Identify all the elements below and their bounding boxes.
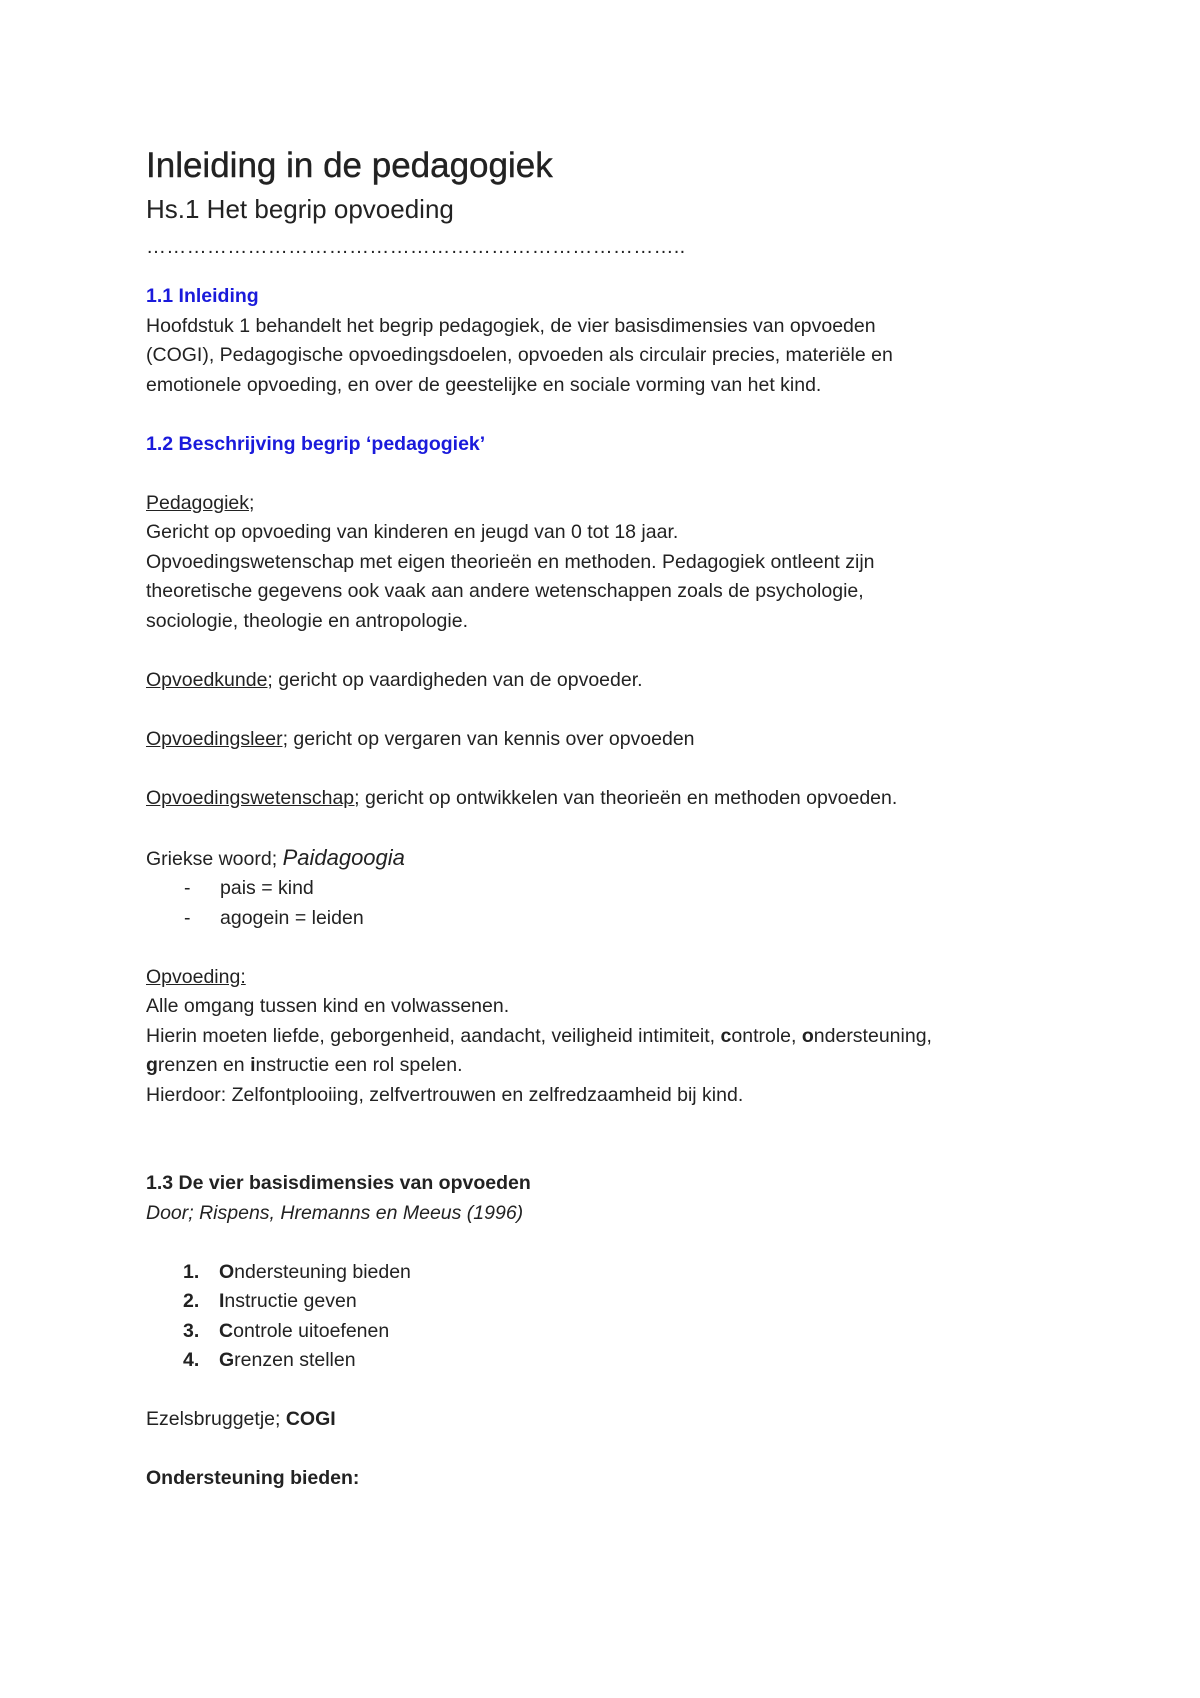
- text-run: ontrole,: [731, 1024, 802, 1047]
- section-1-1-heading: 1.1 Inleiding: [146, 285, 259, 307]
- pedagogiek-line: Gericht op opvoeding van kinderen en jeugd van 0 tot 18 jaar.: [146, 521, 679, 543]
- opvoeding-line: [146, 1022, 1200, 1052]
- numbered-item: [146, 1258, 1200, 1288]
- bold-letter: g: [146, 1054, 158, 1076]
- section-1-3-heading: 1.3 De vier basisdimensies van opvoeden: [146, 1172, 531, 1194]
- bold-letter: G: [219, 1349, 235, 1371]
- term-opvoeding: Opvoeding:: [146, 965, 246, 988]
- document-title: Inleiding in de pedagogiek: [146, 146, 553, 185]
- item-number: 3.: [183, 1319, 200, 1342]
- definition-text: gericht op ontwikkelen van theorieën en methoden opvoeden.: [359, 786, 898, 809]
- list-item: [146, 904, 1200, 934]
- numbered-item: [146, 1287, 1200, 1317]
- griekse-label: Griekse woord;: [146, 847, 283, 870]
- opvoeding-line: Hierdoor: Zelfontplooiing, zelfvertrouwen en zelfredzaamheid bij kind.: [146, 1083, 744, 1106]
- dash-bullet: -: [184, 877, 191, 899]
- pedagogiek-line: sociologie, theologie en antropologie.: [146, 609, 468, 632]
- bold-letter: I: [219, 1290, 225, 1312]
- text-run: ndersteuning,: [813, 1024, 932, 1047]
- section-1-1-line: emotionele opvoeding, en over de geestelijke en sociale vorming van het kind.: [146, 373, 822, 396]
- ezels-value: COGI: [285, 1408, 336, 1430]
- opvoeding-line: Alle omgang tussen kind en volwassenen.: [146, 995, 510, 1017]
- term-opvoedingswetenschap: Opvoedingswetenschap;: [146, 786, 360, 809]
- bold-letter: i: [250, 1054, 256, 1076]
- term-pedagogiek: Pedagogiek;: [146, 491, 255, 514]
- bold-letter: c: [720, 1024, 732, 1047]
- section-1-1-line: (COGI), Pedagogische opvoedingsdoelen, opvoeden als circulair precies, materiële en: [146, 344, 893, 366]
- numbered-item: [146, 1346, 1200, 1376]
- term-opvoedingsleer: Opvoedingsleer;: [146, 727, 289, 750]
- dash-bullet: -: [184, 906, 191, 929]
- definition-text: gericht op vaardigheden van de opvoeder.: [272, 668, 643, 691]
- item-text: renzen stellen: [234, 1349, 356, 1371]
- list-item-text: agogein = leiden: [220, 906, 364, 929]
- ondersteuning-heading: Ondersteuning bieden:: [146, 1467, 360, 1489]
- item-text: ontrole uitoefenen: [233, 1319, 390, 1342]
- text-run: nstructie een rol spelen.: [255, 1054, 463, 1076]
- section-1-2-heading: 1.2 Beschrijving begrip ‘pedagogiek’: [146, 432, 486, 455]
- numbered-item: [146, 1317, 1200, 1347]
- item-number: 1.: [183, 1260, 200, 1283]
- document-subtitle: Hs.1 Het begrip opvoeding: [146, 194, 454, 224]
- text-run: Hierin moeten liefde, geborgenheid, aandacht, veiligheid intimiteit,: [146, 1024, 721, 1047]
- definition-opvoedingsleer: [146, 725, 1200, 755]
- opvoeding-line: [146, 1051, 1200, 1081]
- term-opvoedkunde: Opvoedkunde;: [146, 668, 273, 691]
- ezelsbruggetje-line: [146, 1405, 1200, 1435]
- bold-letter: C: [219, 1319, 234, 1342]
- definition-text: gericht op vergaren van kennis over opvoeden: [288, 727, 695, 750]
- definition-opvoedingswetenschap: [146, 784, 1200, 814]
- definition-opvoedkunde: [146, 666, 1200, 696]
- bold-letter: O: [219, 1260, 235, 1283]
- ezels-label: Ezelsbruggetje;: [146, 1408, 286, 1430]
- griekse-word: Paidagoogia: [282, 844, 405, 870]
- list-item-text: pais = kind: [220, 877, 314, 899]
- griekse-woord-line: [146, 843, 1200, 875]
- list-item: [146, 874, 1200, 904]
- pedagogiek-line: Opvoedingswetenschap met eigen theorieën en methoden. Pedagogiek ontleent zijn: [146, 550, 875, 573]
- section-1-1-line: Hoofdstuk 1 behandelt het begrip pedagogiek, de vier basisdimensies van opvoeden: [146, 314, 876, 337]
- item-number: 4.: [183, 1349, 200, 1371]
- item-number: 2.: [183, 1290, 200, 1312]
- text-run: renzen en: [157, 1054, 251, 1076]
- pedagogiek-line: theoretische gegevens ook vaak aan andere wetenschappen zoals de psychologie,: [146, 580, 864, 602]
- bold-letter: o: [801, 1024, 814, 1047]
- separator-dots: ……………………………………………………………………..: [146, 236, 686, 258]
- item-text: ndersteuning bieden: [234, 1260, 411, 1283]
- item-text: nstructie geven: [224, 1290, 357, 1312]
- section-1-3-source: Door; Rispens, Hremanns en Meeus (1996): [146, 1201, 524, 1224]
